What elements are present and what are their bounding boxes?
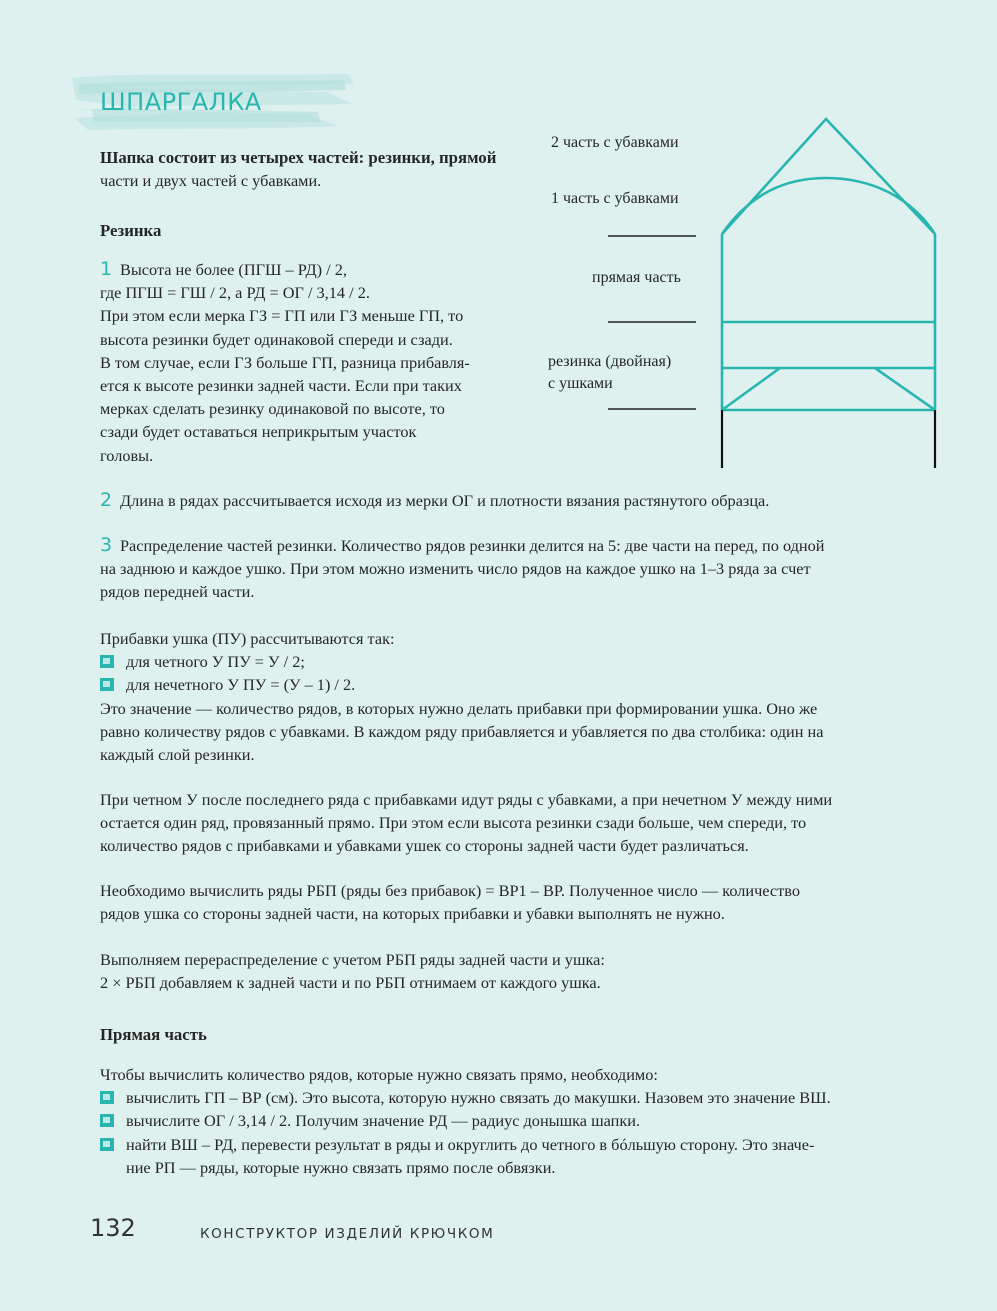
bullet-square-icon [100,1138,114,1151]
bullet-square-icon [100,1091,114,1104]
section-heading-rib: Резинка [100,221,162,240]
page-number: 132 [90,1214,136,1242]
running-title: КОНСТРУКТОР ИЗДЕЛИЙ КРЮЧКОМ [200,1226,495,1242]
diagram-label-straight: прямая часть [592,269,681,286]
step-3 [100,534,940,604]
pu-intro: Прибавки ушка (ПУ) рассчитываются так: [100,629,395,648]
step-1-line: При этом если мерка ГЗ = ГП или ГЗ меньше ГП, то [100,306,464,326]
paragraph-line: равно количеству рядов с убавками. В каждом ряду прибавляется и убавляется по два столбика: один на [100,721,824,741]
paragraph-line: рядов ушка со стороны задней части, на которых прибавки и убавки выполнять не нужно. [100,904,725,924]
intro-line-1: Шапка состоит из четырех частей: резинки, прямой [100,148,497,167]
paragraph-line: количество рядов с прибавками и убавками ушек со стороны задней части будет различаться. [100,836,749,856]
paragraph-even-odd [100,788,940,858]
list-item: найти ВШ – РД, перевести результат в ряды и округлить до четного в бóльшую сторону. Это значе- [100,1133,950,1156]
list-item-continuation: ние РП — ряды, которые нужно связать прямо после обвязки. [126,1157,556,1177]
list-item: для нечетного У ПУ = (У – 1) / 2. [100,673,940,696]
paragraph-redistribution [100,948,940,994]
straight-block [100,1063,950,1179]
step-3-line: 3 Распределение частей резинки. Количество рядов резинки делится на 5: две части на перед, по одной [100,534,825,556]
list-item: вычислите ОГ / 3,14 / 2. Получим значение РД — радиус донышка шапки. [100,1109,950,1132]
step-2-number: 2 [100,489,113,511]
intro-line-2: части и двух частей с убавками. [100,171,322,191]
pu-block [100,627,940,766]
step-1-line: высота резинки будет одинаковой спереди и сзади. [100,329,453,349]
paragraph-line: 2 × РБП добавляем к задней части и по РБП отнимаем от каждого ушка. [100,973,601,993]
hat-diagram [600,110,945,475]
diagram-ear-left [722,368,780,410]
diagram-label-part2: 2 часть с убавками [551,134,679,151]
list-item: для четного У ПУ = У / 2; [100,650,940,673]
bullet-square-icon [100,678,114,691]
straight-intro: Чтобы вычислить количество рядов, которые нужно связать прямо, необходимо: [100,1065,658,1084]
diagram-label-part1: 1 часть с убавками [551,190,679,207]
list-item: вычислить ГП – ВР (см). Это высота, которую нужно связать до макушки. Назовем это значение ВШ. [100,1086,950,1109]
step-1-line: где ПГШ = ГШ / 2, а РД = ОГ / 3,14 / 2. [100,283,370,303]
step-3-line: на заднюю и каждое ушко. При этом можно изменить число рядов на каждое ушко на 1–3 ряда за счет [100,559,811,579]
step-1-line: головы. [100,445,154,465]
paragraph-line: каждый слой резинки. [100,745,255,765]
bullet-square-icon [100,1114,114,1127]
step-1-line: мерках сделать резинку одинаковой по высоте, то [100,399,445,419]
banner-title: ШПАРГАЛКА [100,88,262,116]
bullet-square-icon [100,655,114,668]
step-1-number: 1 [100,258,113,280]
paragraph-line: Это значение — количество рядов, в которых нужно делать прибавки при формировании ушка. Оно же [100,698,818,718]
diagram-top-triangle [722,119,935,234]
step-2-text: Длина в рядах рассчитывается исходя из мерки ОГ и плотности вязания растянутого образца. [120,491,770,510]
paragraph-rbp [100,879,940,925]
diagram-label-rib: резинка (двойная) с ушками [548,353,672,392]
step-1-line: В том случае, если ГЗ больше ГП, разница прибавля- [100,352,470,372]
step-1-line: сзади будет оставаться неприкрытым участок [100,422,417,442]
paragraph-line: При четном У после последнего ряда с прибавками идут ряды с убавками, а при нечетном У между ними [100,790,833,809]
step-3-number: 3 [100,534,113,556]
paragraph-line: остается один ряд, провязанный прямо. При этом если высота резинки сзади больше, чем спереди, то [100,813,807,833]
paragraph-line: Необходимо вычислить ряды РБП (ряды без прибавок) = ВР1 – ВР. Полученное число — количество [100,881,800,900]
step-1 [100,258,530,467]
step-3-line: рядов передней части. [100,582,255,602]
step-1-line: 1 Высота не более (ПГШ – РД) / 2, [100,258,347,280]
step-1-line: ется к высоте резинки задней части. Если при таких [100,376,462,396]
step-2 [100,489,940,512]
diagram-ear-right [875,368,935,410]
paragraph-line: Выполняем перераспределение с учетом РБП ряды задней части и ушка: [100,950,605,969]
intro-paragraph [100,146,530,192]
diagram-crown-arc [722,178,935,234]
section-heading-straight: Прямая часть [100,1025,207,1044]
